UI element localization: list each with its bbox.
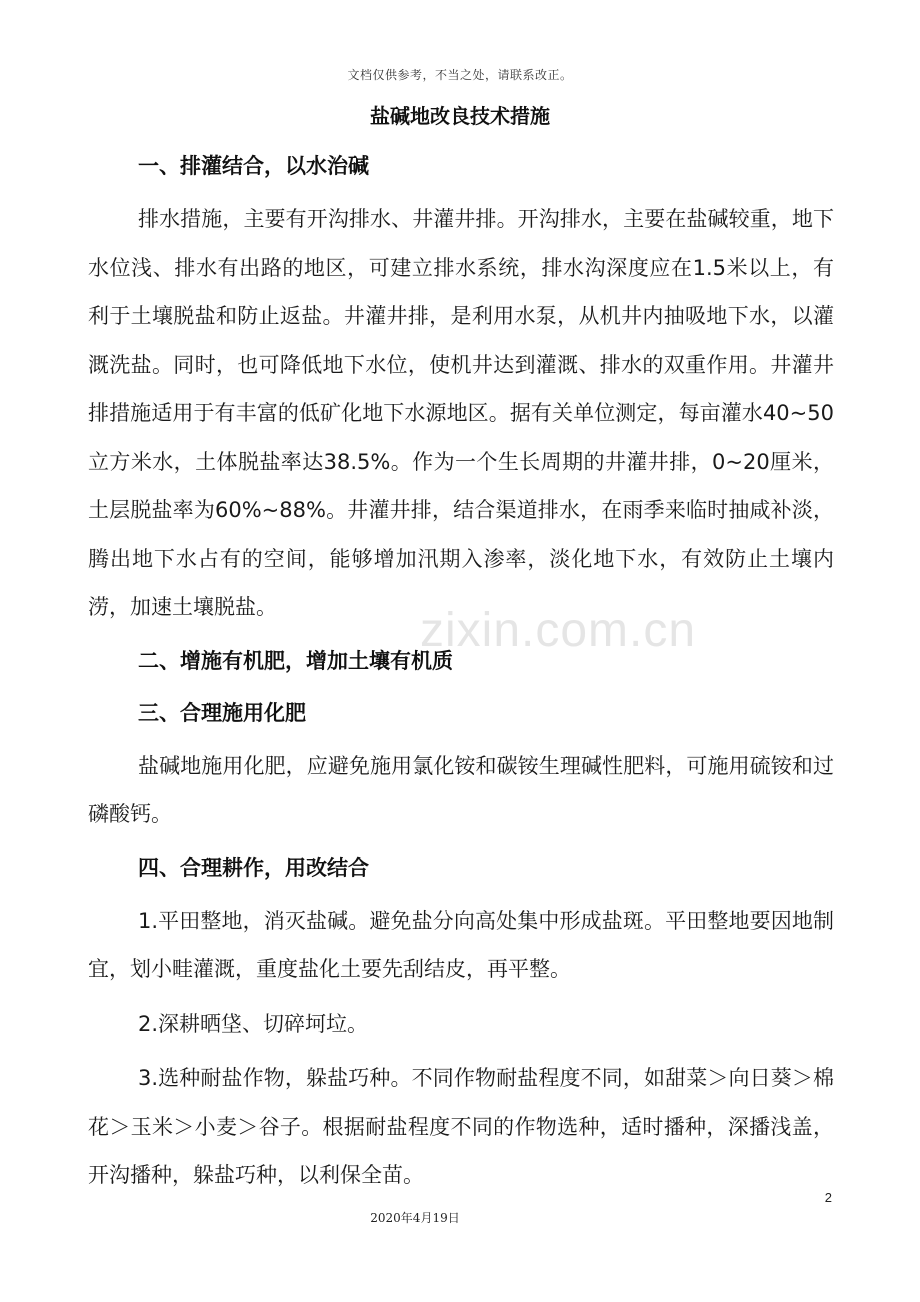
header-note: 文档仅供参考，不当之处，请联系改正。 [347, 68, 573, 82]
document-title: 盐碱地改良技术措施 [370, 104, 550, 128]
section-4-paragraph-3: 3.选种耐盐作物，躲盐巧种。不同作物耐盐程度不同，如甜菜＞向日葵＞棉花＞玉米＞小麦＞谷子。根据耐盐程度不同的作物选种，适时播种，深播浅盖，开沟播种，躲盐巧种，以利保全苗。 [88, 1066, 834, 1187]
section-heading-3: 三、合理施用化肥 [138, 700, 306, 725]
section-heading-2: 二、增施有机肥，增加土壤有机质 [138, 648, 453, 673]
section-heading-1: 一、排灌结合，以水治碱 [138, 154, 369, 178]
section-heading-4: 四、合理耕作，用改结合 [138, 855, 369, 880]
section-3-paragraph: 盐碱地施用化肥，应避免施用氯化铵和碳铵生理碱性肥料，可施用硫铵和过磷酸钙。 [88, 753, 834, 826]
page-number: 2 [824, 1190, 832, 1205]
section-1-paragraph: 排水措施，主要有开沟排水、井灌井排。开沟排水，主要在盐碱较重，地下水位浅、排水有出路的地区，可建立排水系统，排水沟深度应在1.5米以上，有利于土壤脱盐和防止返盐。井灌井排，是利用水泵，从机井内抽吸地下水，以灌溉洗盐。同时，也可降低地下水位，使机井达到灌溉、排水的双重作用。井灌井排措施适用于有丰富的低矿化地下水源地区。据有关单位测定，每亩灌水40~50立方米水，土体脱盐率达38.5%。作为一个生长周期的井灌井排，0~20厘米，土层脱盐率为60%~88%。井灌井排，结合渠道排水，在雨季来临时抽咸补淡，腾出地下水占有的空间，能够增加汛期入渗率，淡化地下水，有效防止土壤内涝，加速土壤脱盐。 [88, 207, 834, 619]
section-4-paragraph-2: 2.深耕晒垡、切碎坷垃。 [138, 1011, 369, 1036]
watermark: zixin.com.cn [420, 604, 697, 657]
section-4-paragraph-1: 1.平田整地，消灭盐碱。避免盐分向高处集中形成盐斑。平田整地要因地制宜，划小畦灌溉，重度盐化土要先刮结皮，再平整。 [88, 908, 834, 981]
document-body [88, 143, 834, 1206]
footer-date: 2020年4月19日 [370, 1211, 460, 1225]
